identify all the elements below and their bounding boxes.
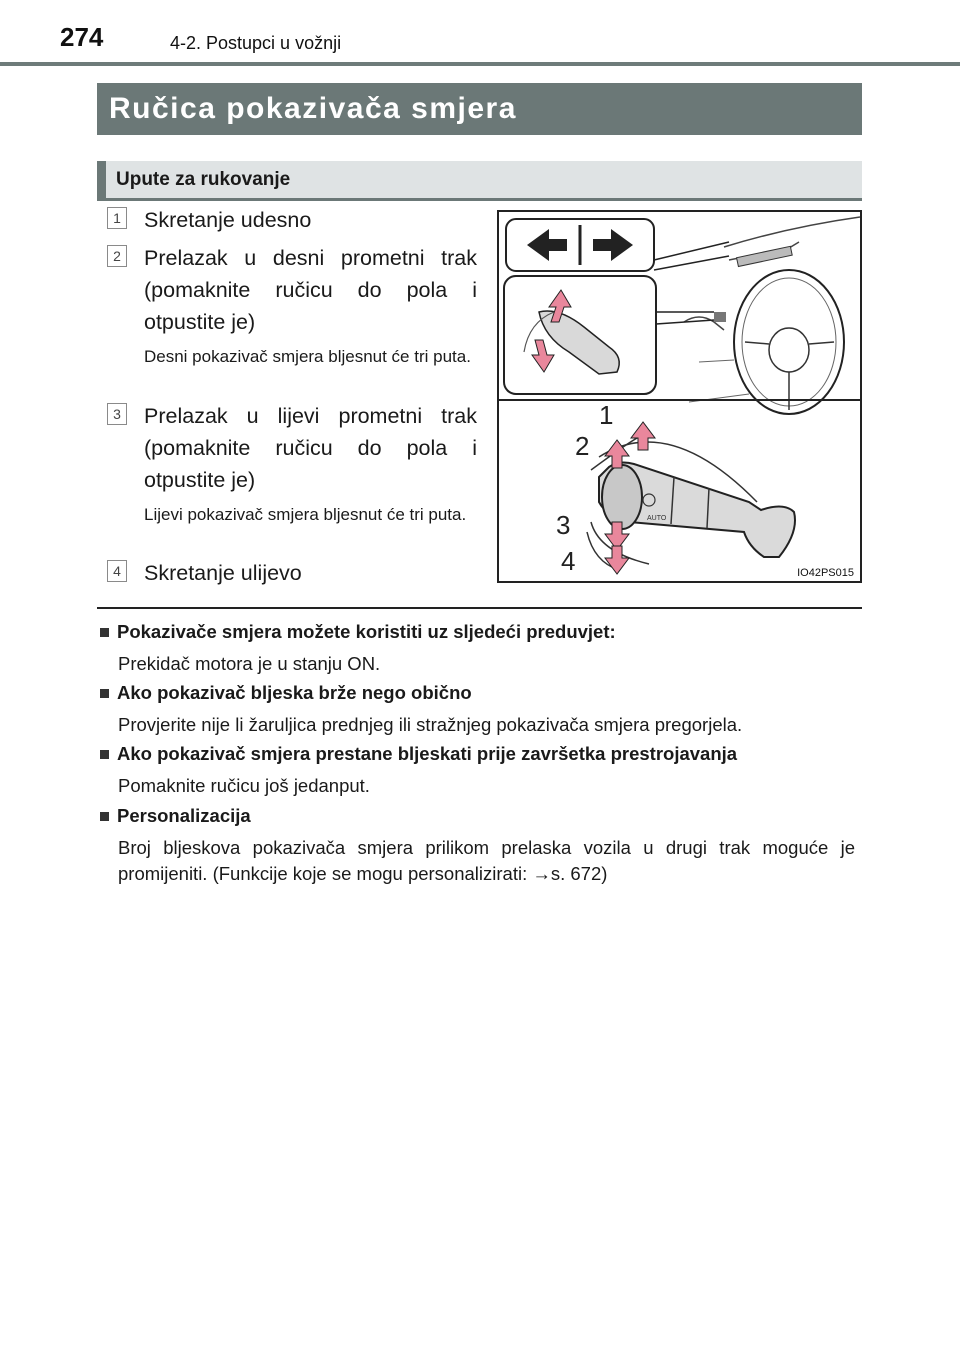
- step-note: Lijevi pokazivač smjera bljesnut će tri puta.: [144, 505, 467, 524]
- instrument-display: [737, 246, 793, 266]
- lever-small: [714, 312, 726, 322]
- note-1: [100, 621, 860, 677]
- subheading-label: Upute za rukovanje: [116, 169, 291, 190]
- note-heading-text: Ako pokazivač bljeska brže nego obično: [117, 682, 472, 703]
- step-3: [107, 400, 477, 550]
- leader-line: [654, 242, 729, 260]
- step-number: 4: [107, 560, 127, 582]
- step-note: Desni pokazivač smjera bljesnut će tri puta.: [144, 347, 471, 366]
- step-text: Prelazak u desni prometni trak (pomaknite ručicu do pola i otpustite je): [144, 246, 477, 334]
- illustration-drawing: [499, 212, 860, 581]
- note-heading: [100, 621, 616, 643]
- step-4: [107, 557, 477, 591]
- note-heading: [100, 743, 737, 765]
- note-2: [100, 682, 860, 738]
- note-heading-text: Pokazivače smjera možete koristiti uz sljedeći preduvjet:: [117, 621, 616, 642]
- page-header: [0, 0, 960, 62]
- step-text: Prelazak u lijevi prometni trak (pomaknite ručicu do pola i otpustite je): [144, 404, 477, 492]
- step-1: [107, 204, 477, 238]
- square-bullet-icon: [100, 812, 109, 821]
- note-heading: [100, 682, 472, 704]
- note-body: Broj bljeskova pokazivača smjera prilikom prelaska vozila u drugi trak moguće je promijeniti. (Funkcije koje se mogu personalizirati: →s. 672): [118, 837, 855, 884]
- subheading-accent: [97, 161, 106, 198]
- turn-signal-lever-illustration: [497, 210, 862, 583]
- note-body: Pomaknite ručicu još jedanput.: [118, 775, 370, 796]
- note-heading-text: Personalizacija: [117, 805, 251, 826]
- step-number: 1: [107, 207, 127, 229]
- note-heading-text: Ako pokazivač smjera prestane bljeskati prije završetka prestrojavanja: [117, 743, 738, 764]
- dash-outline: [689, 360, 749, 402]
- dash-outline: [724, 217, 860, 247]
- square-bullet-icon: [100, 628, 109, 637]
- callout-3: 3: [556, 510, 571, 540]
- note-4: [100, 805, 860, 889]
- step-number: 3: [107, 403, 127, 425]
- wheel-spoke: [745, 342, 769, 344]
- square-bullet-icon: [100, 689, 109, 698]
- note-heading: [100, 805, 251, 827]
- header-rule: [0, 62, 960, 66]
- arrow-down-full-icon: [605, 546, 629, 574]
- leader-line: [654, 256, 729, 270]
- callout-4: 4: [561, 546, 576, 576]
- arrow-up-full-icon: [631, 422, 655, 450]
- square-bullet-icon: [100, 750, 109, 759]
- note-body: Prekidač motora je u stanju ON.: [118, 653, 381, 674]
- section-divider: [97, 607, 862, 609]
- step-number: 2: [107, 245, 127, 267]
- page-title: Ručica pokazivača smjera: [97, 83, 862, 135]
- steering-hub: [769, 328, 809, 372]
- section-reference: 4-2. Postupci u vožnji: [170, 33, 342, 53]
- callout-2: 2: [575, 431, 590, 461]
- step-text: Skretanje ulijevo: [144, 561, 302, 585]
- step-2: [107, 242, 477, 392]
- wheel-spoke: [809, 342, 834, 344]
- subheading-bar: [97, 161, 862, 201]
- lever-label: AUTO: [647, 515, 667, 522]
- lever-knob: [602, 465, 642, 529]
- step-text: Skretanje udesno: [144, 208, 312, 232]
- note-body: Provjerite nije li žaruljica prednjeg ili stražnjeg pokazivača smjera pregorjela.: [118, 714, 743, 735]
- callout-1: 1: [599, 400, 614, 430]
- note-3: [100, 743, 860, 799]
- page-number: 274: [60, 22, 104, 52]
- figure-code: IO42PS015: [797, 567, 854, 579]
